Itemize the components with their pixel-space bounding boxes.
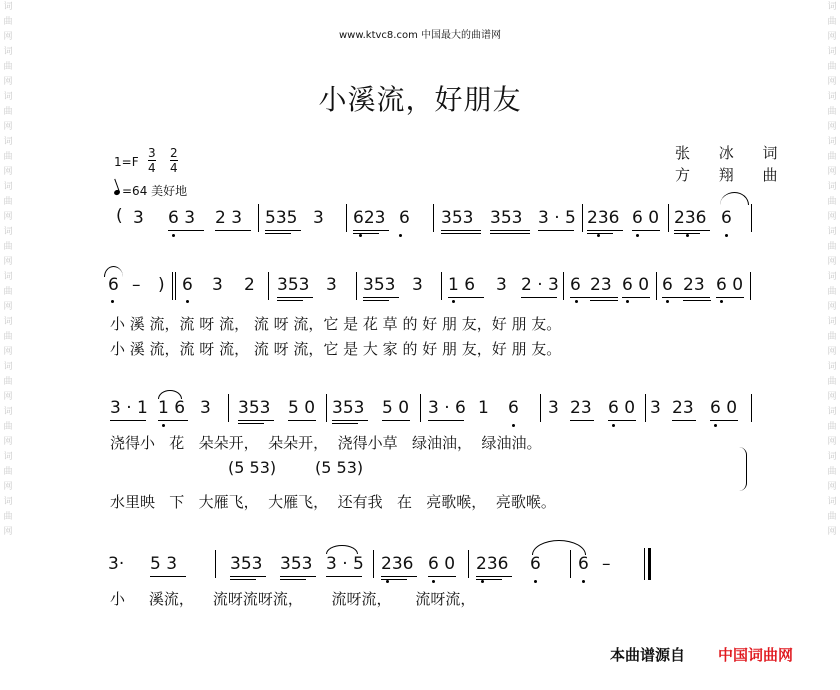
time-signature-1 — [148, 146, 156, 175]
beam-line — [280, 579, 306, 580]
note: 6 — [508, 398, 519, 418]
octave-dot — [686, 234, 689, 237]
watermark-char: 曲 — [3, 17, 13, 27]
note: 3· — [108, 554, 125, 574]
beam-line — [265, 230, 301, 231]
octave-dot — [359, 234, 362, 237]
watermark-char: 词 — [3, 227, 13, 237]
note: 6 — [570, 275, 581, 295]
beam-line — [622, 297, 650, 298]
watermark-char: 网 — [3, 437, 13, 447]
watermark-char: 词 — [827, 227, 837, 237]
watermark-char: 网 — [3, 257, 13, 267]
final-bar-thick — [648, 548, 651, 580]
note: 6 — [108, 275, 119, 295]
time-signature-2 — [170, 146, 178, 175]
lyrics-line-5: 小 溪流， 流呀流呀流， 流呀流， 流呀流， — [110, 590, 476, 608]
lyrics-line-1: 小 溪 流，流 呀 流， 流 呀 流，它 是 花 草 的 好 朋 友，好 朋 友。 — [110, 315, 562, 333]
watermark-char: 曲 — [3, 152, 13, 162]
beam-line — [288, 420, 316, 421]
watermark-char: 网 — [3, 212, 13, 222]
watermark-char: 词 — [3, 362, 13, 372]
note: 6 0 — [716, 275, 744, 295]
beam-line — [683, 300, 711, 301]
note: 353 — [332, 398, 365, 418]
octave-dot — [172, 234, 175, 237]
beam-line — [587, 230, 623, 231]
watermark-char: 词 — [827, 2, 837, 12]
watermark-char: 词 — [827, 182, 837, 192]
watermark-char: 词 — [3, 497, 13, 507]
watermark-char: 网 — [3, 302, 13, 312]
note: 6 0 — [632, 208, 660, 228]
watermark-char: 曲 — [3, 197, 13, 207]
watermark-char: 网 — [3, 482, 13, 492]
watermark-char: 曲 — [3, 242, 13, 252]
tie — [720, 192, 749, 205]
beam-line — [608, 420, 636, 421]
bar-line — [751, 204, 752, 232]
beam-line — [538, 230, 574, 231]
bar-line — [175, 272, 176, 300]
bar-line — [346, 204, 347, 232]
note: 3 — [133, 208, 144, 228]
note: 353 — [363, 275, 396, 295]
octave-dot — [111, 300, 114, 303]
beam-line — [587, 233, 613, 234]
note: 23 — [683, 275, 705, 295]
beam-line — [570, 420, 594, 421]
watermark-char: 网 — [827, 77, 837, 87]
beam-line — [150, 576, 186, 577]
time-2-bottom: 4 — [170, 161, 178, 175]
beam-line — [674, 230, 710, 231]
note: ( — [116, 206, 123, 226]
source-label: 本曲谱源自 — [610, 646, 686, 664]
note: 3 — [496, 275, 507, 295]
beam-line — [353, 230, 389, 231]
note: 353 — [277, 275, 310, 295]
watermark-char: 曲 — [827, 422, 837, 432]
note: 1 — [478, 398, 489, 418]
site-url: www.ktvc8.com 中国最大的曲谱网 — [338, 30, 501, 41]
tempo-marking — [114, 182, 187, 199]
alt-notes-a: (5 53) — [228, 458, 277, 477]
watermark-char: 曲 — [827, 107, 837, 117]
watermark-char: 网 — [827, 482, 837, 492]
note: 6 0 — [710, 398, 738, 418]
note: 3 — [313, 208, 324, 228]
note: 6 — [399, 208, 410, 228]
watermark-char: 曲 — [827, 287, 837, 297]
beam-line — [381, 576, 417, 577]
verse-brace — [738, 447, 747, 491]
bar-line — [645, 394, 646, 422]
final-bar-thin — [644, 548, 645, 580]
beam-line — [230, 576, 266, 577]
note: 6 0 — [428, 554, 456, 574]
beam-line — [476, 579, 502, 580]
bar-line — [215, 550, 216, 578]
note: 5 0 — [288, 398, 316, 418]
watermark-char: 曲 — [827, 332, 837, 342]
watermark-char: 曲 — [3, 332, 13, 342]
watermark-char: 词 — [827, 362, 837, 372]
watermark-char: 曲 — [827, 197, 837, 207]
octave-dot — [481, 580, 484, 583]
octave-dot — [597, 234, 600, 237]
beam-line — [428, 576, 456, 577]
beam-line — [277, 300, 303, 301]
octave-dot — [725, 234, 728, 237]
watermark-char: 曲 — [3, 377, 13, 387]
octave-dot — [626, 300, 629, 303]
beam-line — [382, 420, 410, 421]
bar-line — [373, 550, 374, 578]
octave-dot — [612, 424, 615, 427]
bar-line — [268, 272, 269, 300]
note: 3 · 5 — [326, 554, 364, 574]
watermark-char: 网 — [827, 347, 837, 357]
beam-line — [215, 230, 251, 231]
watermark-char: 曲 — [3, 287, 13, 297]
beam-line — [230, 579, 256, 580]
note: 236 — [587, 208, 620, 228]
note: 2 — [244, 275, 255, 295]
note: 6 3 — [168, 208, 196, 228]
bar-line — [750, 272, 751, 300]
watermark-char: 词 — [3, 317, 13, 327]
octave-dot — [399, 234, 402, 237]
note: – — [132, 275, 141, 295]
note: 236 — [381, 554, 414, 574]
bar-line — [433, 204, 434, 232]
beam-line — [521, 297, 557, 298]
bar-line — [441, 272, 442, 300]
key-signature: 1=F — [114, 155, 139, 169]
watermark-char: 网 — [3, 32, 13, 42]
beam-line — [363, 300, 389, 301]
beam-line — [110, 420, 146, 421]
watermark-char: 词 — [827, 137, 837, 147]
note: 6 — [578, 554, 589, 574]
watermark-char: 网 — [827, 167, 837, 177]
beam-line — [353, 233, 379, 234]
note: 3 — [200, 398, 211, 418]
note: 23 — [570, 398, 592, 418]
note: 236 — [476, 554, 509, 574]
beam-line — [662, 297, 710, 298]
lyricist-credit: 张 冰 词 — [675, 144, 790, 162]
watermark-char: 词 — [827, 47, 837, 57]
beam-line — [280, 576, 316, 577]
note: 3 · 1 — [110, 398, 148, 418]
octave-dot — [432, 580, 435, 583]
octave-dot — [582, 580, 585, 583]
note: 535 — [265, 208, 298, 228]
watermark-char: 网 — [827, 437, 837, 447]
octave-dot — [666, 300, 669, 303]
note: 3 — [326, 275, 337, 295]
note: 353 — [490, 208, 523, 228]
watermark-char: 网 — [827, 212, 837, 222]
watermark-char: 曲 — [3, 512, 13, 522]
octave-dot — [534, 580, 537, 583]
watermark-char: 词 — [827, 452, 837, 462]
beam-line — [710, 420, 738, 421]
watermark-char: 网 — [827, 257, 837, 267]
octave-dot — [386, 580, 389, 583]
bar-line — [468, 550, 469, 578]
note: 3 · 6 — [428, 398, 466, 418]
note: 1 6 — [158, 398, 186, 418]
source-site: 中国词曲网 — [718, 646, 794, 664]
beam-line — [490, 233, 530, 234]
alt-notes-b: (5 53) — [315, 458, 364, 477]
watermark-char: 网 — [3, 392, 13, 402]
note: 2 3 — [215, 208, 243, 228]
watermark-char: 网 — [827, 122, 837, 132]
beam-line — [716, 297, 744, 298]
octave-dot — [512, 424, 515, 427]
octave-dot — [162, 424, 165, 427]
note: 6 — [721, 208, 732, 228]
watermark-char: 曲 — [827, 62, 837, 72]
note: 3 · 5 — [538, 208, 576, 228]
beam-line — [476, 576, 512, 577]
beam-line — [332, 420, 368, 421]
watermark-char: 词 — [827, 317, 837, 327]
watermark-char: 网 — [3, 122, 13, 132]
note: 2 · 3 — [521, 275, 559, 295]
beam-line — [490, 230, 530, 231]
watermark-char: 网 — [3, 527, 13, 537]
note: 6 — [662, 275, 673, 295]
note: 3 — [212, 275, 223, 295]
note: 353 — [280, 554, 313, 574]
octave-dot — [636, 234, 639, 237]
lyrics-line-4: 水里映 下 大雁飞， 大雁飞， 还有我 在 亮歌喉， 亮歌喉。 — [110, 493, 556, 511]
watermark-char: 网 — [3, 77, 13, 87]
bar-line — [540, 394, 541, 422]
beam-line — [672, 420, 696, 421]
watermark-char: 词 — [3, 407, 13, 417]
note: ) — [158, 275, 165, 295]
note: 3 — [650, 398, 661, 418]
watermark-char: 词 — [3, 47, 13, 57]
watermark-char: 词 — [827, 92, 837, 102]
watermark-char: 词 — [3, 92, 13, 102]
beam-line — [363, 297, 399, 298]
octave-dot — [575, 300, 578, 303]
note: 623 — [353, 208, 386, 228]
bar-line — [420, 394, 421, 422]
octave-dot — [452, 300, 455, 303]
watermark-char: 曲 — [827, 377, 837, 387]
bar-line — [656, 272, 657, 300]
watermark-char: 词 — [827, 407, 837, 417]
watermark-char: 网 — [3, 347, 13, 357]
watermark-char: 网 — [827, 527, 837, 537]
beam-line — [381, 579, 407, 580]
lyrics-line-2: 小 溪 流，流 呀 流， 流 呀 流，它 是 大 家 的 好 朋 友，好 朋 友。 — [110, 340, 562, 358]
bar-line — [563, 272, 564, 300]
beam-line — [277, 297, 313, 298]
bar-line — [356, 272, 357, 300]
note: 3 — [548, 398, 559, 418]
time-1-top: 3 — [148, 146, 156, 160]
bar-line — [326, 394, 327, 422]
beam-line — [441, 233, 481, 234]
composer-credit: 方 翔 曲 — [675, 166, 790, 184]
watermark-char: 网 — [827, 32, 837, 42]
watermark-char: 曲 — [827, 512, 837, 522]
slur — [326, 545, 358, 554]
watermark-char: 词 — [827, 497, 837, 507]
watermark-char: 网 — [827, 302, 837, 312]
beam-line — [238, 423, 264, 424]
tempo-text: =64 美好地 — [122, 184, 188, 198]
watermark-char: 词 — [3, 2, 13, 12]
watermark-char: 曲 — [3, 467, 13, 477]
tie — [532, 540, 586, 555]
watermark-char: 曲 — [3, 422, 13, 432]
watermark-char: 词 — [3, 137, 13, 147]
bar-line — [751, 394, 752, 422]
note: 23 — [590, 275, 612, 295]
beam-line — [238, 420, 274, 421]
watermark-char: 词 — [3, 272, 13, 282]
bar-line — [228, 394, 229, 422]
beam-line — [441, 230, 481, 231]
note: 6 0 — [622, 275, 650, 295]
watermark-char: 网 — [827, 392, 837, 402]
watermark-char: 网 — [3, 167, 13, 177]
watermark-char: 曲 — [827, 467, 837, 477]
watermark-char: 曲 — [827, 242, 837, 252]
watermark-char: 词 — [3, 182, 13, 192]
beam-line — [332, 423, 358, 424]
beam-line — [590, 300, 618, 301]
note: 6 — [530, 554, 541, 574]
time-2-top: 2 — [170, 146, 178, 160]
watermark-char: 曲 — [3, 107, 13, 117]
watermark-char: 曲 — [827, 17, 837, 27]
bar-line — [570, 550, 571, 578]
time-1-bottom: 4 — [148, 161, 156, 175]
note: 353 — [230, 554, 263, 574]
lyrics-line-3: 浇得小 花 朵朵开， 朵朵开， 浇得小草 绿油油， 绿油油。 — [110, 434, 542, 452]
beam-line — [158, 420, 188, 421]
beam-line — [168, 230, 204, 231]
octave-dot — [714, 424, 717, 427]
watermark-char: 曲 — [827, 152, 837, 162]
beam-line — [570, 297, 618, 298]
note: 23 — [672, 398, 694, 418]
bar-line — [582, 204, 583, 232]
beam-line — [326, 576, 362, 577]
score-title: 小溪流，好朋友 — [318, 83, 522, 116]
watermark-char: 词 — [827, 272, 837, 282]
note: 353 — [441, 208, 474, 228]
beam-line — [632, 230, 660, 231]
note: 5 0 — [382, 398, 410, 418]
note: 1 6 — [448, 275, 476, 295]
bar-line — [668, 204, 669, 232]
note: 5 3 — [150, 554, 178, 574]
beam-line — [265, 233, 291, 234]
note: 3 — [412, 275, 423, 295]
watermark-char: 曲 — [3, 62, 13, 72]
watermark-char: 词 — [3, 452, 13, 462]
bar-line — [258, 204, 259, 232]
quarter-note-icon — [113, 189, 120, 196]
beam-line — [448, 297, 484, 298]
note: 236 — [674, 208, 707, 228]
note: 6 0 — [608, 398, 636, 418]
bar-line — [172, 272, 173, 300]
octave-dot — [720, 300, 723, 303]
note: – — [602, 554, 611, 574]
note: 353 — [238, 398, 271, 418]
octave-dot — [186, 300, 189, 303]
note: 6 — [182, 275, 193, 295]
beam-line — [428, 420, 464, 421]
